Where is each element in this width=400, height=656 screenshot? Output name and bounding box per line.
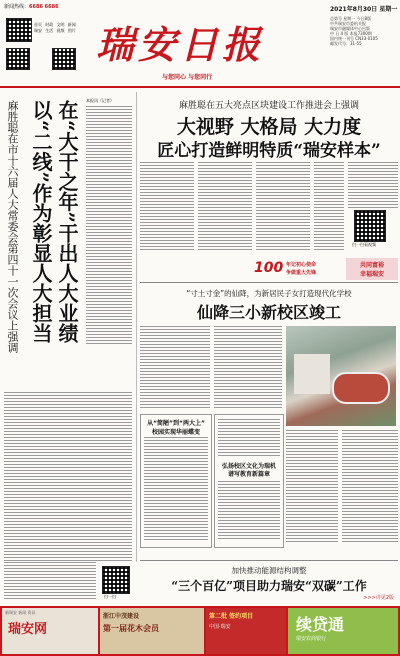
menu-item[interactable]: 时政 bbox=[45, 22, 54, 27]
ad-right-2: 幸福瑞安 bbox=[359, 271, 384, 278]
sub-box-1-title: 从“简陋”到“两大上” bbox=[147, 420, 205, 427]
bottom-ad-2[interactable] bbox=[100, 608, 204, 654]
story2-text-col-5 bbox=[348, 162, 398, 210]
story2-text-col-2 bbox=[198, 162, 252, 254]
story4-title: “三个百亿”项目助力瑞安“双碳”工作 bbox=[171, 579, 367, 593]
story3-text-col-4 bbox=[342, 430, 398, 546]
lead-title-1: 在“大干之年”干出人大业绩 bbox=[55, 100, 79, 344]
story2-kicker: 麻胜聪在五大亮点区块建设工作推进会上强调 bbox=[178, 101, 359, 111]
info-line: 瑞安市融媒体中心出版 bbox=[330, 26, 370, 31]
ad-banner bbox=[254, 258, 398, 280]
info-line: 中共瑞安市委机关报 bbox=[330, 21, 366, 26]
story-3 bbox=[140, 286, 398, 558]
lead-subtitle: 麻胜聪在市十六届人大常委会第四十一次会议上强调 bbox=[6, 100, 19, 353]
menu-item[interactable]: 首页 bbox=[34, 22, 42, 27]
story2-text-col-1 bbox=[140, 162, 194, 254]
menu-item[interactable]: 文明 bbox=[56, 22, 65, 27]
menu-grid bbox=[34, 22, 78, 33]
qr-code-story2[interactable] bbox=[354, 210, 386, 242]
sub-box-1-text bbox=[144, 437, 208, 543]
left-qr-bottom-area bbox=[0, 562, 136, 604]
bottom-ad-1-title: 瑞安网 bbox=[8, 622, 48, 637]
issue-date: 2021年8月30日 bbox=[330, 6, 378, 13]
ad-text-1: 年记初心使命 bbox=[286, 262, 317, 268]
sub-box-1-title-2: 校园实现华丽蝶变 bbox=[151, 429, 200, 436]
sub-box-2-text-top bbox=[218, 419, 280, 459]
school-building bbox=[294, 354, 330, 394]
lead-byline: 本报讯（记者） bbox=[86, 98, 114, 103]
story3-kicker: “寸土寸金”的仙降，为新居民子女打造现代化学校 bbox=[186, 289, 352, 298]
story2-text-col-3 bbox=[256, 162, 310, 254]
logo: 瑞安日报 bbox=[96, 22, 265, 67]
sub-box-2-title: 弘扬校区文化为瑞机 bbox=[221, 463, 276, 470]
ad-text-2: 争做重大先锋 bbox=[286, 270, 317, 276]
story2-qr-caption: 扫一扫看视频 bbox=[352, 242, 376, 247]
menu-item[interactable]: 视频 bbox=[56, 28, 65, 33]
story4-jump-link[interactable]: >>>详见2版 bbox=[363, 595, 394, 601]
bottom-ad-4-title: 续贷通 bbox=[296, 615, 345, 634]
qr-code-masthead[interactable] bbox=[6, 18, 32, 42]
bottom-ad-3-sub: 中国·瑞安 bbox=[209, 624, 231, 630]
bottom-ad-strip bbox=[0, 606, 400, 656]
column-divider bbox=[136, 92, 137, 562]
sub-box-1 bbox=[140, 414, 212, 548]
ad-right-box bbox=[346, 258, 398, 280]
bottom-ad-2-title: 浙江中茂建设 bbox=[103, 613, 140, 620]
lead-text-bottom bbox=[4, 392, 132, 562]
date-block bbox=[330, 4, 398, 46]
section-rule bbox=[140, 282, 398, 283]
story3-text-col-2 bbox=[214, 326, 282, 412]
story2-text-col-4 bbox=[314, 162, 344, 254]
menu-item[interactable]: 图片 bbox=[67, 28, 76, 33]
sub-box-2-title-2: 谱写教育新篇章 bbox=[227, 471, 270, 478]
hotline-number: 6686 6686 bbox=[29, 4, 59, 10]
story2-title-2: 匠心打造鲜明特质“瑞安样本” bbox=[157, 141, 381, 161]
bottom-ad-1[interactable] bbox=[2, 608, 98, 654]
bottom-ad-4[interactable] bbox=[288, 608, 398, 654]
story2-title-1: 大视野 大格局 大力度 bbox=[176, 116, 362, 138]
left-qr-caption: 扫一扫 bbox=[104, 594, 116, 599]
qr-code-menu-2[interactable] bbox=[52, 48, 76, 70]
lead-title-2: 以“二线”作为彰显人大担当 bbox=[29, 100, 53, 344]
lead-text-top bbox=[86, 106, 132, 396]
hotline-label: 新闻热线：6686 6686 bbox=[4, 4, 59, 10]
school-aerial-photo bbox=[286, 326, 396, 426]
running-track bbox=[332, 372, 390, 404]
sub-box-2-text bbox=[218, 481, 280, 543]
masthead-rule bbox=[0, 86, 400, 88]
info-line: 中 日 4 版 本报7300期 bbox=[330, 31, 372, 36]
story3-text-col-3 bbox=[286, 430, 338, 546]
ad-right-1: 共同富裕 bbox=[359, 262, 384, 269]
left-bottom-text bbox=[4, 562, 96, 602]
info-line: 邮发代号：31-55 bbox=[330, 41, 362, 46]
story3-title: 仙降三小新校区竣工 bbox=[196, 303, 341, 322]
masthead bbox=[0, 0, 400, 90]
menu-item[interactable]: 新闻 bbox=[67, 22, 76, 27]
info-line: 国内统一刊号 CN33-0105 bbox=[330, 36, 378, 41]
story4-kicker: 加快推动能源结构调整 bbox=[231, 566, 307, 575]
sub-box-2 bbox=[214, 414, 284, 548]
story3-text-col-1 bbox=[140, 326, 210, 412]
bottom-ad-4-sub: 瑞安农商银行 bbox=[296, 636, 327, 642]
info-line: 总第号 星期一 今日8版 bbox=[330, 16, 372, 21]
qr-code-menu[interactable] bbox=[6, 48, 30, 70]
slogan: 与您同心 与您同行 bbox=[162, 74, 213, 81]
weekday: 星期一 bbox=[379, 6, 398, 13]
story-4 bbox=[140, 560, 398, 605]
bottom-ad-3[interactable] bbox=[206, 608, 286, 654]
menu-item[interactable]: 生活 bbox=[45, 28, 54, 33]
lead-story bbox=[0, 92, 135, 570]
story-2 bbox=[140, 92, 398, 258]
bottom-ad-2-sub: 第一届花木会员 bbox=[103, 624, 159, 633]
ad-number: 100 bbox=[254, 260, 284, 276]
qr-code-left-bottom[interactable] bbox=[102, 566, 130, 594]
bottom-ad-1-sub: 新瑞安 新闻 资讯 bbox=[5, 610, 36, 615]
bottom-ad-3-title: 第二批 签约项目 bbox=[209, 613, 254, 620]
menu-item[interactable]: 瑞安 bbox=[34, 28, 42, 33]
